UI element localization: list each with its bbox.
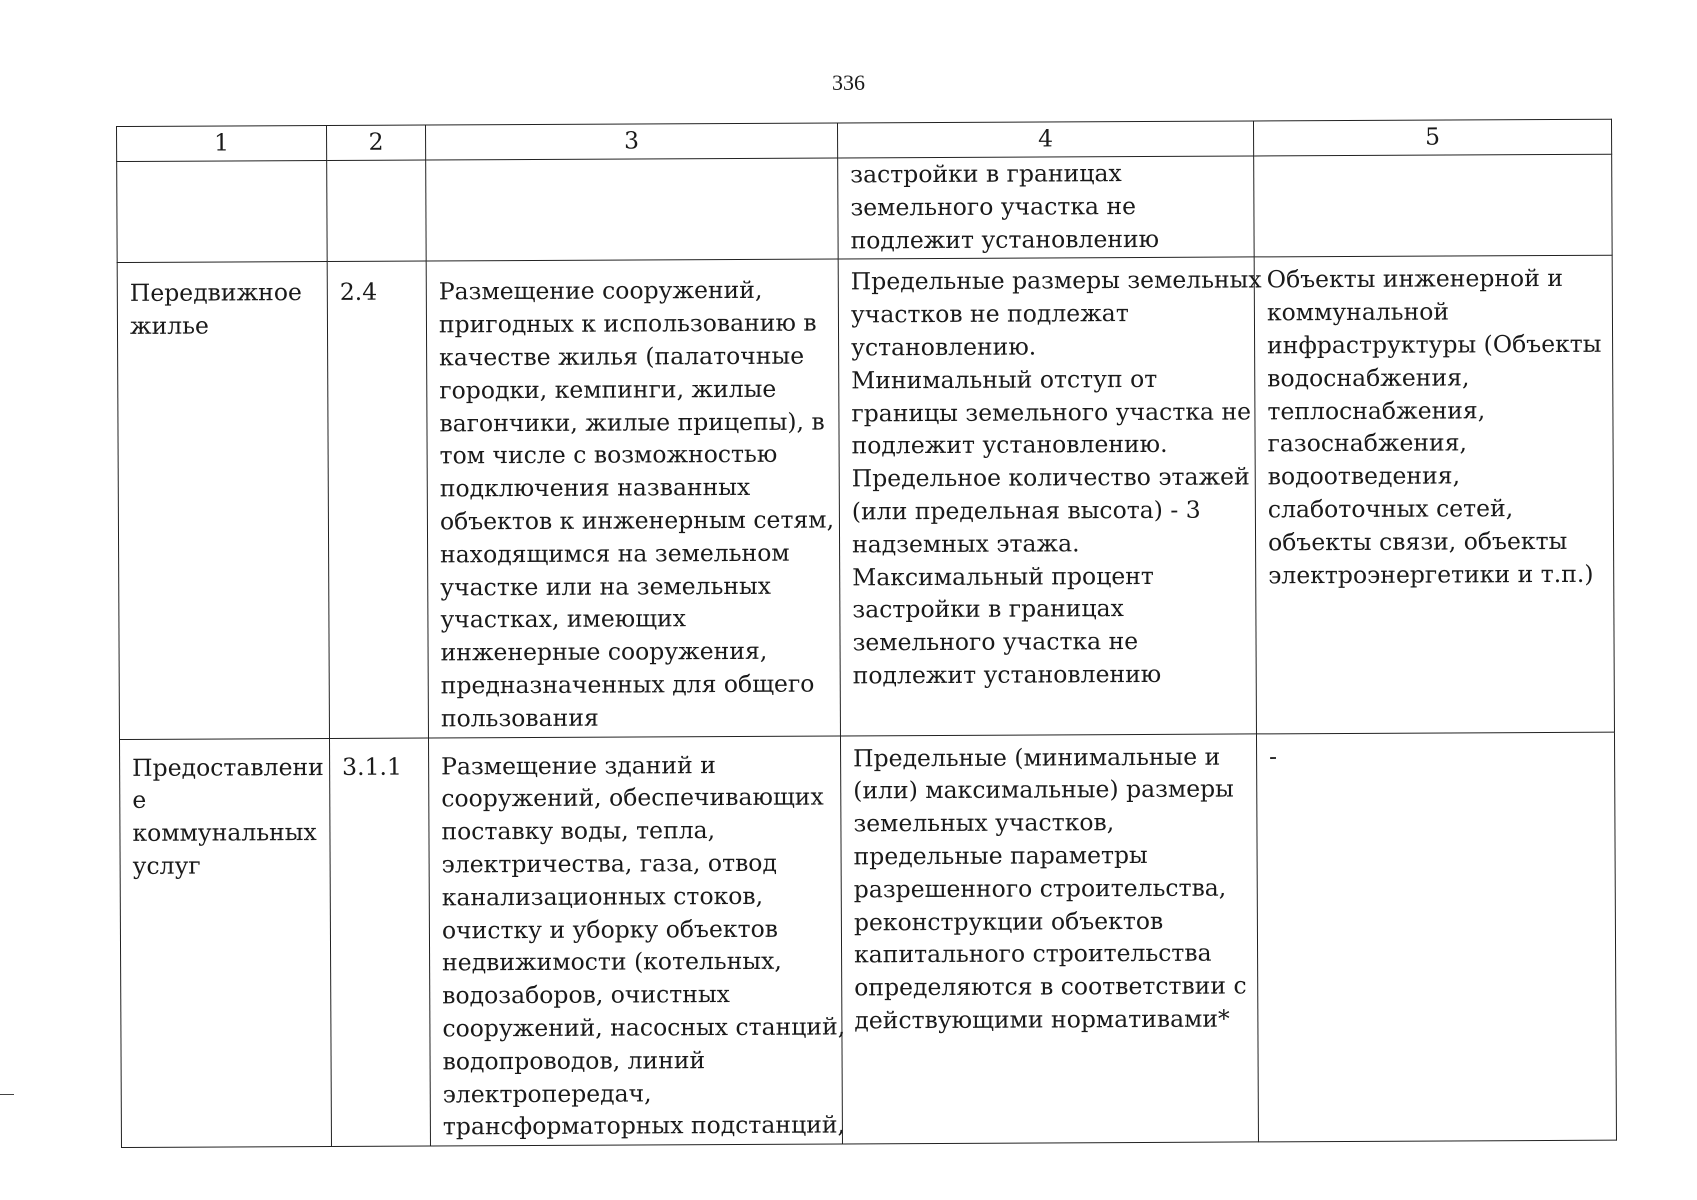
cell-text-line: Минимальный отступ от bbox=[851, 364, 1158, 395]
cell-text-line: Предельные размеры земельных bbox=[850, 265, 1262, 296]
cell-text-line: инженерные сооружения, bbox=[440, 636, 768, 667]
cell-text-line: (или) максимальные) размеры bbox=[853, 774, 1234, 805]
cell-text-line: водоснабжения, bbox=[1267, 363, 1470, 393]
cell-text-line: городки, кемпинги, жилые bbox=[439, 374, 777, 405]
cell-text-line: коммунальных bbox=[132, 818, 317, 848]
cell-auxiliary-uses bbox=[1256, 732, 1616, 1142]
cell-use-code bbox=[327, 261, 428, 738]
cell-text-line: трансформаторных подстанций, bbox=[442, 1110, 846, 1141]
cell-parameters bbox=[838, 257, 1262, 735]
cell-text-line: установлению. bbox=[851, 332, 1037, 362]
cell-parameters bbox=[838, 156, 1254, 259]
cell-text-line: электричества, газа, отвод bbox=[441, 848, 777, 879]
cell-text-line: реконструкции объектов bbox=[853, 906, 1164, 936]
cell-text-line: Предоставлени bbox=[132, 752, 324, 782]
cell-text-line: жилье bbox=[129, 311, 209, 341]
cell-text-line: услуг bbox=[132, 851, 201, 880]
cell-use-name bbox=[117, 160, 327, 262]
cell-text-line: электроэнергетики и т.п.) bbox=[1268, 559, 1594, 589]
cell-text-line: границы земельного участка не bbox=[851, 397, 1252, 427]
cell-text-line: Предельное количество этажей bbox=[851, 462, 1250, 493]
cell-text-line: подключения названных bbox=[439, 473, 751, 503]
column-header-2: 2 bbox=[326, 125, 425, 160]
cell-text-line: застройки в границах bbox=[850, 159, 1122, 189]
table-row bbox=[119, 732, 1616, 1148]
cell-text-line: находящимся на земельном bbox=[440, 538, 790, 569]
cell-use-description bbox=[426, 259, 840, 737]
cell-text-line: 3.1.1 bbox=[342, 752, 402, 781]
column-header-3: 3 bbox=[425, 123, 837, 160]
cell-text-line: сооружений, насосных станций, bbox=[442, 1012, 846, 1043]
cell-text-line: Объекты инженерной и bbox=[1266, 264, 1564, 294]
column-header-5: 5 bbox=[1253, 119, 1611, 156]
cell-auxiliary-uses bbox=[1254, 256, 1614, 734]
cell-text-line: водоотведения, bbox=[1267, 461, 1461, 491]
column-header-4: 4 bbox=[837, 121, 1253, 158]
cell-text-line: недвижимости (котельных, bbox=[442, 947, 782, 977]
cell-text-line: земельных участков, bbox=[853, 808, 1115, 838]
column-header-1: 1 bbox=[117, 125, 327, 161]
table-row bbox=[117, 256, 1614, 739]
cell-text-line: участке или на земельных bbox=[440, 571, 772, 601]
cell-text-line: земельного участка не bbox=[852, 627, 1139, 657]
cell-text-line: Передвижное bbox=[129, 278, 302, 308]
cell-text-line: водозаборов, очистных bbox=[442, 980, 730, 1010]
cell-text-line: пользования bbox=[440, 703, 599, 733]
table-row bbox=[117, 154, 1612, 263]
cell-text-line: - bbox=[1269, 741, 1278, 770]
cell-text-line: предназначенных для общего bbox=[440, 669, 815, 700]
cell-text-line: слаботочных сетей, bbox=[1267, 494, 1514, 524]
cell-text-line: канализационных стоков, bbox=[441, 881, 764, 912]
cell-use-description bbox=[428, 736, 846, 1147]
cell-text-line: Предельные (минимальные и bbox=[853, 742, 1221, 772]
cell-text-line: действующими нормативами* bbox=[854, 1004, 1230, 1035]
cell-text-line: Размещение сооружений, bbox=[438, 276, 763, 306]
cell-text-line: разрешенного строительства, bbox=[853, 873, 1227, 904]
cell-text-line: сооружений, обеспечивающих bbox=[441, 782, 824, 813]
cell-text-line: теплоснабжения, bbox=[1267, 395, 1486, 425]
cell-text-line: подлежит установлению bbox=[852, 659, 1162, 690]
cell-text-line: газоснабжения, bbox=[1267, 428, 1468, 458]
cell-text-line: надземных этажа. bbox=[851, 529, 1080, 559]
cell-text-line: Размещение зданий и bbox=[441, 750, 716, 780]
margin-mark bbox=[0, 1094, 14, 1095]
cell-text-line: 2.4 bbox=[339, 278, 378, 307]
cell-text-line: застройки в границах bbox=[852, 594, 1124, 624]
cell-text-line: Максимальный процент bbox=[852, 561, 1154, 591]
cell-text-line: объекты связи, объекты bbox=[1267, 526, 1568, 557]
cell-text-line: предельные параметры bbox=[853, 840, 1148, 871]
cell-text-line: земельного участка не bbox=[850, 191, 1137, 222]
cell-text-line: водопроводов, линий bbox=[442, 1045, 706, 1076]
cell-text-line: капитального строительства bbox=[853, 938, 1212, 969]
cell-text-line: том числе с возможностью bbox=[439, 440, 778, 470]
cell-text-line: е bbox=[132, 786, 147, 815]
cell-text-line: коммунальной bbox=[1266, 297, 1450, 327]
cell-text-line: вагончики, жилые прицепы), в bbox=[439, 407, 825, 438]
cell-use-code bbox=[327, 160, 426, 262]
cell-text-line: поставку воды, тепла, bbox=[441, 816, 716, 846]
cell-auxiliary-uses bbox=[1254, 154, 1612, 257]
cell-text-line: пригодных к использованию в bbox=[438, 308, 817, 339]
cell-text-line: участков не подлежат bbox=[850, 299, 1129, 329]
cell-text-line: качестве жилья (палаточные bbox=[439, 341, 805, 372]
cell-text-line: объектов к инженерным сетям, bbox=[439, 505, 835, 536]
cell-text-line: (или предельная высота) - 3 bbox=[851, 495, 1201, 526]
page-number: 336 bbox=[832, 70, 865, 95]
cell-text-line: участках, имеющих bbox=[440, 604, 686, 634]
cell-use-name bbox=[117, 262, 329, 739]
cell-text-line: подлежит установлению bbox=[850, 224, 1160, 255]
cell-use-name bbox=[119, 738, 331, 1148]
cell-text-line: определяются в соответствии с bbox=[854, 971, 1247, 1002]
cell-text-line: инфраструктуры (Объекты bbox=[1267, 329, 1602, 360]
cell-use-code bbox=[329, 738, 430, 1147]
cell-text-line: подлежит установлению. bbox=[851, 430, 1168, 460]
cell-parameters bbox=[840, 733, 1258, 1144]
cell-text-line: очистку и уборку объектов bbox=[441, 914, 778, 944]
cell-text-line: электропередач, bbox=[442, 1078, 652, 1108]
zoning-table bbox=[116, 119, 1617, 1148]
cell-use-description bbox=[426, 158, 838, 261]
